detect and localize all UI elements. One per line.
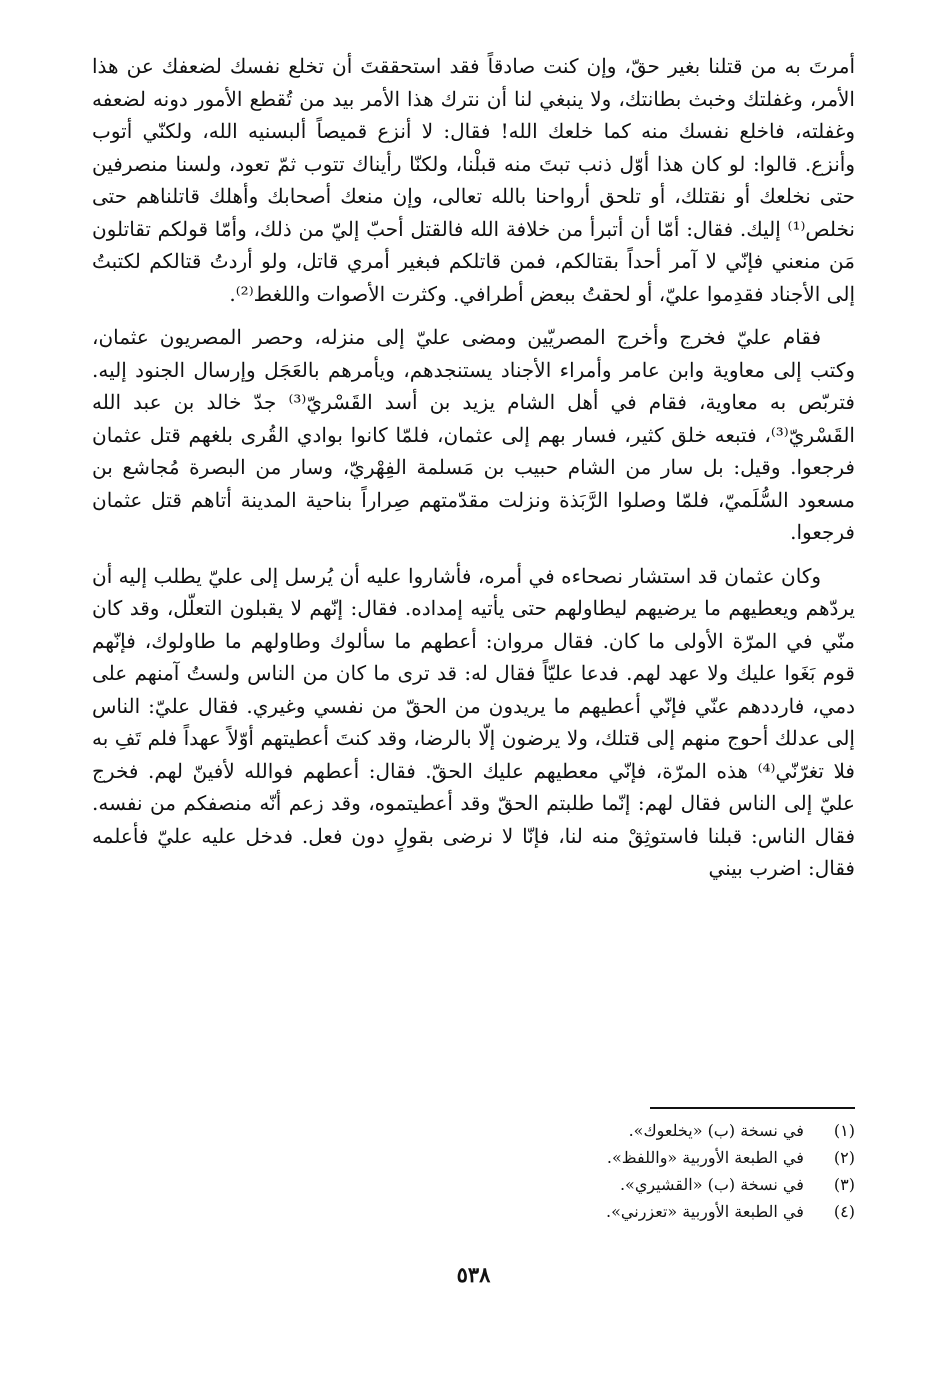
paragraph-1: أمرتَ به من قتلنا بغير حقّ، وإن كنت صادقاً فقد استحققتَ أن تخلع نفسك لضعفك عن هذا الأمر، وغفلتك وخبث بطانتك، ولا ينبغي لنا أن نترك هذا الأمر بيد من تُقطع الأمور دونه لضعفه وغفلته، فاخلع نفسك منه كما خلعك الله! فقال: لا أنزع قميصاً ألبسنيه الله، ولكنّي أتوب وأنزع. قالوا: لو كان هذا أوّل ذنب تبتَ منه قبلْنا، ولكنّا رأيناك تتوب ثمّ تعود، ولسنا منصرفين حتى نخلعك أو نقتلك، أو تلحق أرواحنا بالله تعالى، وإن منعك أصحابك وأهلك قاتلناهم حتى نخلص⁽¹⁾ إليك. فقال: أمّا أن أتبرأ من خلافة الله فالقتل أحبّ إليّ من ذلك، وأمّا قولكم تقاتلون مَن منعني فإنّي لا آمر أحداً بقتالكم، فمن قاتلكم فبغير أمري قاتل، ولو أردتُ قتالكم لكتبتُ إلى الأجناد فقدِموا عليّ، أو لحقتُ ببعض أطرافي. وكثرت الأصوات واللغط⁽²⁾. [92, 54, 856, 306]
footnote-number: (٢) [833, 1148, 855, 1167]
footnote-item [335, 1198, 855, 1225]
footnote-text: في الطبعة الأوربية «تعزرني». [606, 1202, 804, 1221]
footnote-text: في نسخة (ب) «يخلعوك». [628, 1121, 804, 1140]
footnote-item [335, 1144, 855, 1171]
footnote-number: (٣) [833, 1175, 855, 1194]
footnote-item [335, 1171, 855, 1198]
page-number: ٥٣٨ [456, 1262, 491, 1287]
paragraph-2: فقام عليّ فخرج وأخرج المصريّين ومضى عليّ إلى منزله، وحصر المصريون عثمان، وكتب إلى معاوية وابن عامر وأمراء الأجناد يستنجدهم، ويأمرهم بالعَجَل وإرسال الجنود إليه. فتربّص به معاوية، فقام في أهل الشام يزيد بن أسد القَسْريّ⁽³⁾ جدّ خالد بن عبد الله القَسْريّ⁽³⁾، فتبعه خلق كثير، فسار بهم إلى عثمان، فلمّا كانوا بوادي القُرى بلغهم قتل عثمان فرجعوا. وقيل: بل سار من الشام حبيب بن مَسلمة الفِهْريّ، وسار من البصرة مُجاشع بن مسعود السُّلَميّ، فلمّا وصلوا الرَّبَذة ونزلت مقدّمتهم صِراراً بناحية المدينة أتاهم قتل عثمان فرجعوا. [92, 325, 855, 544]
paragraph-3: وكان عثمان قد استشار نصحاءه في أمره، فأشاروا عليه أن يُرسل إلى عليّ يطلب إليه أن يردّهم ويعطيهم ما يرضيهم ليطاولهم حتى يأتيه إمداده. فقال: إنّهم لا يقبلون التعلّل، وقد كان منّي في المرّة الأولى ما كان. فقال مروان: أعطهم ما سألوك وطاولهم ما طاولوك، فإنّهم قوم بَغَوا عليك ولا عهد لهم. فدعا عليّاً فقال له: قد ترى ما كان من الناس ولستُ آمنهم على دمي، فارددهم عنّي فإنّي أعطيهم ما يريدون من الحقّ من نفسي وغيري. فقال عليّ: الناس إلى عدلك أحوج منهم إلى قتلك، ولا يرضون إلّا بالرضا، وقد كنتَ أعطيتهم أوّلاً عهداً فلم تَفِ به فلا تغرّنّي⁽⁴⁾ هذه المرّة، فإنّي معطيهم عليك الحقّ. فقال: أعطهم فوالله لأفينّ لهم. فخرج عليّ إلى الناس فقال لهم: إنّما طلبتم الحقّ وقد أعطيتموه، وقد زعم أنّه منصفكم من نفسه. فقال الناس: قبلنا فاستوثِقْ منه لنا، فإنّا لا نرضى بقولٍ دون فعل. فدخل عليه عليّ فأعلمه فقال: اضرب بيني [92, 563, 855, 880]
footnote-text: في الطبعة الأوربية «واللفظ». [606, 1148, 804, 1167]
footnote-number: (١) [833, 1121, 855, 1140]
footnote-number: (٤) [833, 1202, 855, 1221]
footnote-text: في نسخة (ب) «القشيري». [619, 1175, 804, 1194]
footnotes-list [335, 1117, 855, 1225]
main-text [92, 50, 855, 896]
footnote-divider [650, 1107, 855, 1109]
footnote-item [335, 1117, 855, 1144]
